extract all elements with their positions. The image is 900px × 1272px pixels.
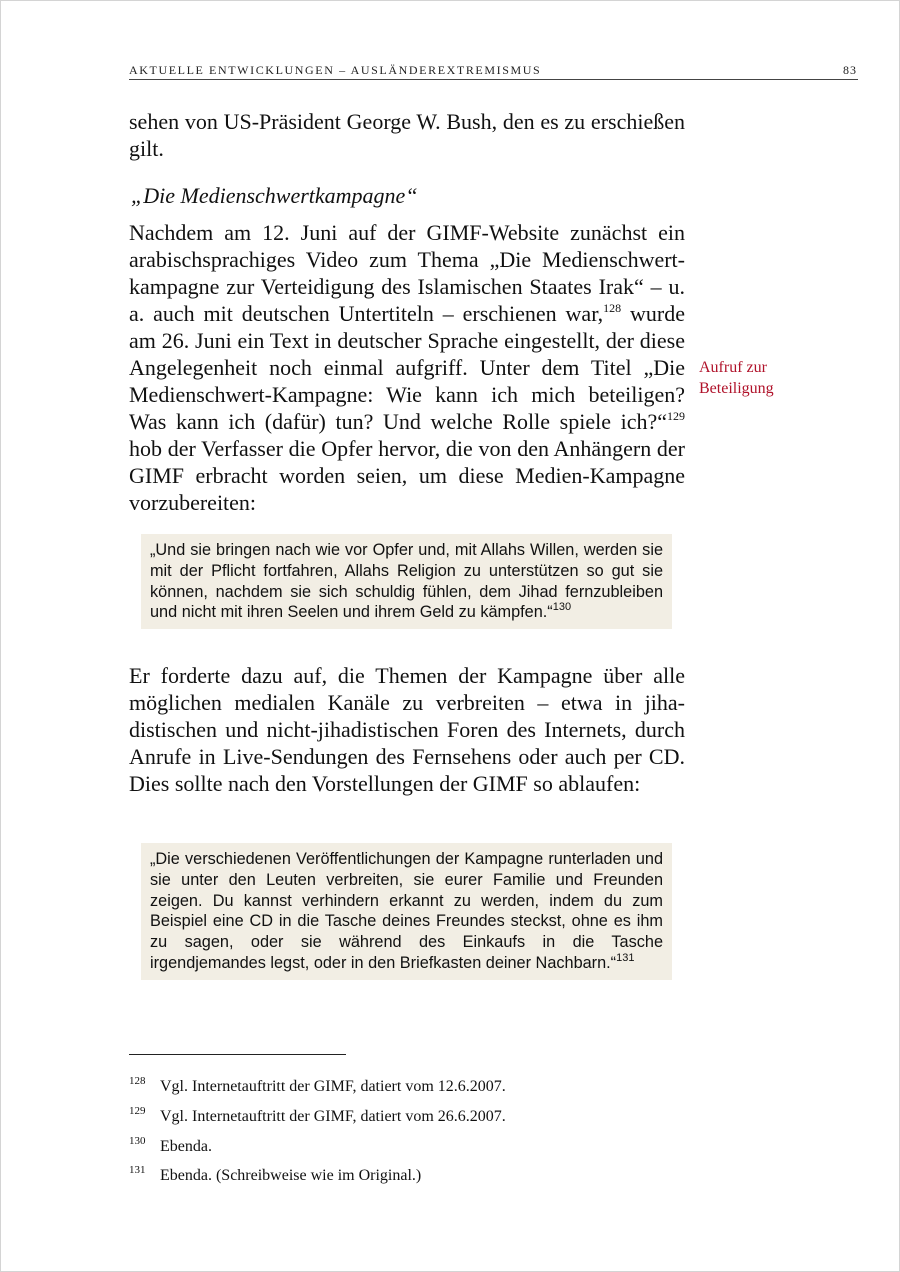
footnote-text: Vgl. Internetauftritt der GIMF, datiert vom 26.6.2007.: [160, 1108, 506, 1125]
paragraph-2-text-a: Nachdem am 12. Juni auf der GIMF-Website zunächst ein arabischsprachiges Video zum Thema „Die Medienschwertkampagne zur Verteidigung des Islamischen Staates Irak“ – u. a. auch mit deutschen Untertiteln – erschienen war,: [129, 220, 685, 326]
margin-note: [699, 357, 819, 399]
paragraph-3: Er forderte dazu auf, die Themen der Kampagne über alle möglichen medialen Kanäle zu verbreiten – etwa in jihadistischen und nicht-jihadistischen Foren des Internets, durch Anrufe in Live-Sendungen des Fernsehens oder auch per CD. Dies sollte nach den Vorstellungen der GIMF so ablaufen:: [129, 663, 685, 796]
footnote-ref-128[interactable]: 128: [603, 301, 622, 315]
paragraph-2-text-b: wurde am 26. Juni ein Text in deutscher Sprache eingestellt, der diese Angelegenheit noch einmal aufgriff. Unter dem Titel „Die Medienschwert-Kampagne: Wie kann ich mich beteiligen? Was kann ich (dafür) tun? Und welche Rolle spiele ich?“: [129, 301, 686, 434]
page-number: 83: [843, 63, 857, 77]
footnote-ref-131[interactable]: 131: [616, 951, 635, 964]
margin-note-line-2: Beteiligung: [699, 380, 774, 397]
header-rule: [129, 79, 858, 80]
footnote-ref-129[interactable]: 129: [667, 409, 685, 423]
quote-block-2: [141, 843, 672, 980]
footnote-number: 129: [129, 1105, 146, 1117]
footnote-number: 130: [129, 1135, 146, 1147]
footnote-text: Ebenda. (Schreibweise wie im Original.): [160, 1167, 422, 1184]
paragraph-2-text-c: hob der Verfasser die Opfer hervor, die von den Anhängern der GIMF erbracht worden seien, um diese Medien-Kampagne vorzubereiten:: [129, 436, 685, 515]
footnote-text: Ebenda.: [160, 1138, 212, 1155]
quote-block-1: [141, 534, 672, 629]
paragraph-2: [129, 219, 685, 516]
paragraph-1: sehen von US-Präsident George W. Bush, den es zu erschießen gilt.: [129, 109, 685, 161]
quote-1-text: „Und sie bringen nach wie vor Opfer und, mit Allahs Willen, werden sie mit der Pflicht fortfahren, Allahs Religion zu unterstützen so gut sie können, nachdem sie sich schuldig fühlen, dem Jihad fernzubleiben und nicht mit ihren Seelen und ihrem Geld zu kämpfen.“: [150, 541, 663, 622]
quote-2-text: „Die verschiedenen Veröffentlichungen der Kampagne runterladen und sie unter den Leuten verbreiten, sie eurer Familie und Freunden zeigen. Du kannst verhindern erkannt zu werden, indem du zum Beispiel eine CD in die Tasche deines Freundes steckst, ohne es ihm zu sagen, oder sie während des Einkaufs in die Tasche irgendjemandes legst, oder in den Briefkasten deiner Nachbarn.“: [150, 850, 663, 972]
footnote-ref-130[interactable]: 130: [552, 601, 572, 614]
running-head: [129, 63, 857, 78]
margin-note-line-1: Aufruf zur: [699, 359, 767, 376]
footnote-number: 128: [129, 1075, 146, 1087]
section-heading: „Die Medienschwertkampagne“: [131, 183, 418, 208]
footnote-rule: [129, 1054, 346, 1055]
footnote-text: Vgl. Internetauftritt der GIMF, datiert vom 12.6.2007.: [160, 1078, 506, 1095]
running-title: AKTUELLE ENTWICKLUNGEN – AUSLÄNDEREXTREMISMUS: [129, 63, 542, 77]
footnote-number: 131: [129, 1164, 146, 1176]
